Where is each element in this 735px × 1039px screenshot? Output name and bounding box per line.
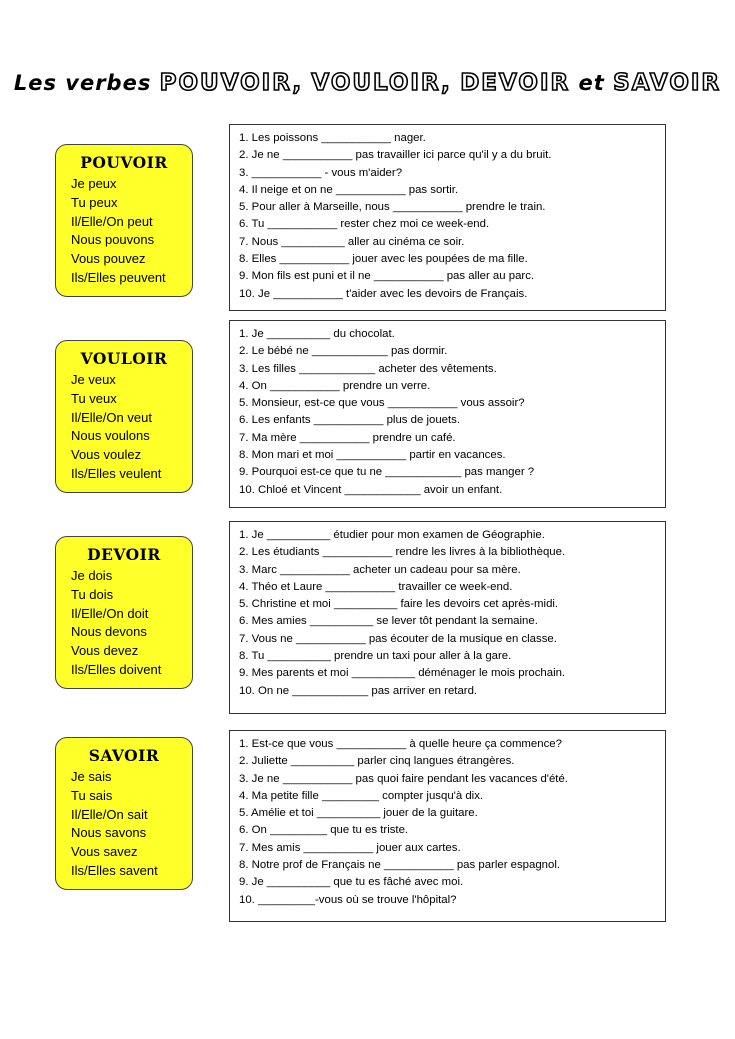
conjugation-form: Nous voulons [71,428,150,444]
conjugation-form: Vous pouvez [71,251,146,267]
exercise-sentence: 6. On _________ que tu es triste. [239,824,409,837]
exercise-sentence: 2. Le bébé ne ____________ pas dormir. [239,345,448,358]
exercise-sentence: 1. Je __________ du chocolat. [239,328,395,340]
title-verb-devoir: DEVOIR [460,70,571,96]
exercise-sentence: 9. Mon fils est puni et il ne ___________ pas aller au parc. [239,270,535,283]
conjugation-form: Il/Elle/On veut [71,409,152,425]
exercise-sentence: 4. Il neige et on ne ___________ pas sortir. [239,183,459,196]
exercise-sentence: 4. On ___________ prendre un verre. [239,379,431,392]
exercise-sentence: 1. Je __________ étudier pour mon examen de Géographie. [239,529,545,541]
exercise-sentence: 8. Elles ___________ jouer avec les poupées de ma fille. [239,253,528,266]
title-prefix: Les verbes [13,71,152,95]
exercise-sentence: 6. Tu ___________ rester chez moi ce week-end. [239,218,490,231]
exercise-sentence: 7. Vous ne ___________ pas écouter de la musique en classe. [239,632,557,645]
conjugation-form: Nous pouvons [71,232,155,248]
conjugation-box-devoir [55,536,193,689]
verb-heading: POUVOIR [80,153,168,172]
exercise-sentence: 2. Je ne ___________ pas travailler ici parce qu'il y a du bruit. [239,149,552,162]
exercise-sentence: 1. Est-ce que vous ___________ à quelle heure ça commence? [239,738,562,750]
conjugation-form: Il/Elle/On sait [71,806,148,822]
exercise-sentence: 2. Juliette __________ parler cinq langues étrangères. [239,755,515,768]
conjugation-form: Il/Elle/On doit [71,605,149,621]
exercise-sentence: 5. Christine et moi __________ faire les devoirs cet après-midi. [239,598,559,611]
conjugation-form: Ils/Elles veulent [71,465,162,481]
conjugation-form: Vous voulez [71,447,142,463]
exercise-sentence: 2. Les étudiants ___________ rendre les livres à la bibliothèque. [239,546,566,559]
exercise-sentence: 8. Mon mari et moi ___________ partir en vacances. [239,449,506,462]
exercise-sentence: 9. Je __________ que tu es fâché avec moi. [239,876,464,889]
exercise-sentence: 3. Je ne ___________ pas quoi faire pendant les vacances d'été. [239,772,568,785]
verb-heading: VOULOIR [80,349,168,368]
exercise-sentence: 1. Les poissons ___________ nager. [239,132,426,144]
title-verb-vouloir: VOULOIR, [311,70,452,96]
conjugation-form: Nous savons [71,825,147,841]
verb-heading: DEVOIR [87,545,161,564]
conjugation-form: Vous savez [71,844,138,860]
exercise-sentence: 10. Chloé et Vincent ____________ avoir un enfant. [239,483,503,496]
conjugation-box-savoir [55,737,193,890]
exercise-box-pouvoir [229,124,666,311]
exercise-box-vouloir [229,320,666,508]
exercise-sentence: 4. Ma petite fille _________ compter jusqu'à dix. [239,789,484,802]
conjugation-form: Ils/Elles doivent [71,661,162,677]
exercise-sentence: 6. Les enfants ___________ plus de jouets. [239,414,461,427]
conjugation-form: Ils/Elles peuvent [71,269,166,285]
conjugation-form: Il/Elle/On peut [71,213,153,229]
exercise-sentence: 7. Mes amis ___________ jouer aux cartes. [239,841,461,854]
exercise-sentence: 5. Amélie et toi __________ jouer de la guitare. [239,807,478,820]
title-conjunction: et [578,71,605,95]
conjugation-form: Vous devez [71,643,139,659]
exercise-sentence: 10. Je ___________ t'aider avec les devoirs de Français. [239,287,528,300]
exercise-sentence: 10. _________-vous où se trouve l'hôpital? [239,893,457,906]
conjugation-form: Je sais [71,769,112,784]
exercise-sentence: 8. Notre prof de Français ne ___________ pas parler espagnol. [239,859,561,872]
conjugation-form: Je peux [71,176,117,191]
title-verb-pouvoir: POUVOIR, [159,70,304,96]
exercise-sentence: 9. Mes parents et moi __________ déménager le mois prochain. [239,667,566,680]
exercise-box-savoir [229,730,666,922]
verb-heading: SAVOIR [88,746,160,765]
conjugation-form: Tu sais [71,787,113,803]
exercise-sentence: 3. Les filles ____________ acheter des vêtements. [239,362,497,375]
conjugation-box-vouloir [55,340,193,493]
conjugation-form: Tu veux [71,390,117,406]
exercise-sentence: 4. Théo et Laure ___________ travailler ce week-end. [239,580,513,593]
exercise-sentence: 9. Pourquoi est-ce que tu ne ____________ pas manger ? [239,466,535,479]
exercise-sentence: 10. On ne ____________ pas arriver en retard. [239,684,478,697]
exercise-box-devoir [229,521,666,714]
conjugation-form: Je dois [71,568,113,583]
exercise-sentence: 5. Monsieur, est-ce que vous ___________ vous assoir? [239,397,525,410]
exercise-sentence: 3. ___________ - vous m'aider? [239,166,403,179]
conjugation-form: Tu peux [71,194,118,210]
worksheet-title [0,70,735,96]
exercise-sentence: 6. Mes amies __________ se lever tôt pendant la semaine. [239,615,538,628]
exercise-sentence: 7. Nous __________ aller au cinéma ce soir. [239,235,465,248]
exercise-sentence: 5. Pour aller à Marseille, nous ___________ prendre le train. [239,201,546,214]
conjugation-form: Nous devons [71,624,147,640]
title-verb-savoir: SAVOIR [613,70,722,96]
conjugation-form: Ils/Elles savent [71,862,158,878]
exercise-sentence: 8. Tu __________ prendre un taxi pour aller à la gare. [239,650,512,663]
conjugation-form: Je veux [71,372,116,387]
exercise-sentence: 7. Ma mère ___________ prendre un café. [239,431,456,444]
conjugation-form: Tu dois [71,586,114,602]
conjugation-box-pouvoir [55,144,193,297]
exercise-sentence: 3. Marc ___________ acheter un cadeau pour sa mère. [239,563,521,576]
